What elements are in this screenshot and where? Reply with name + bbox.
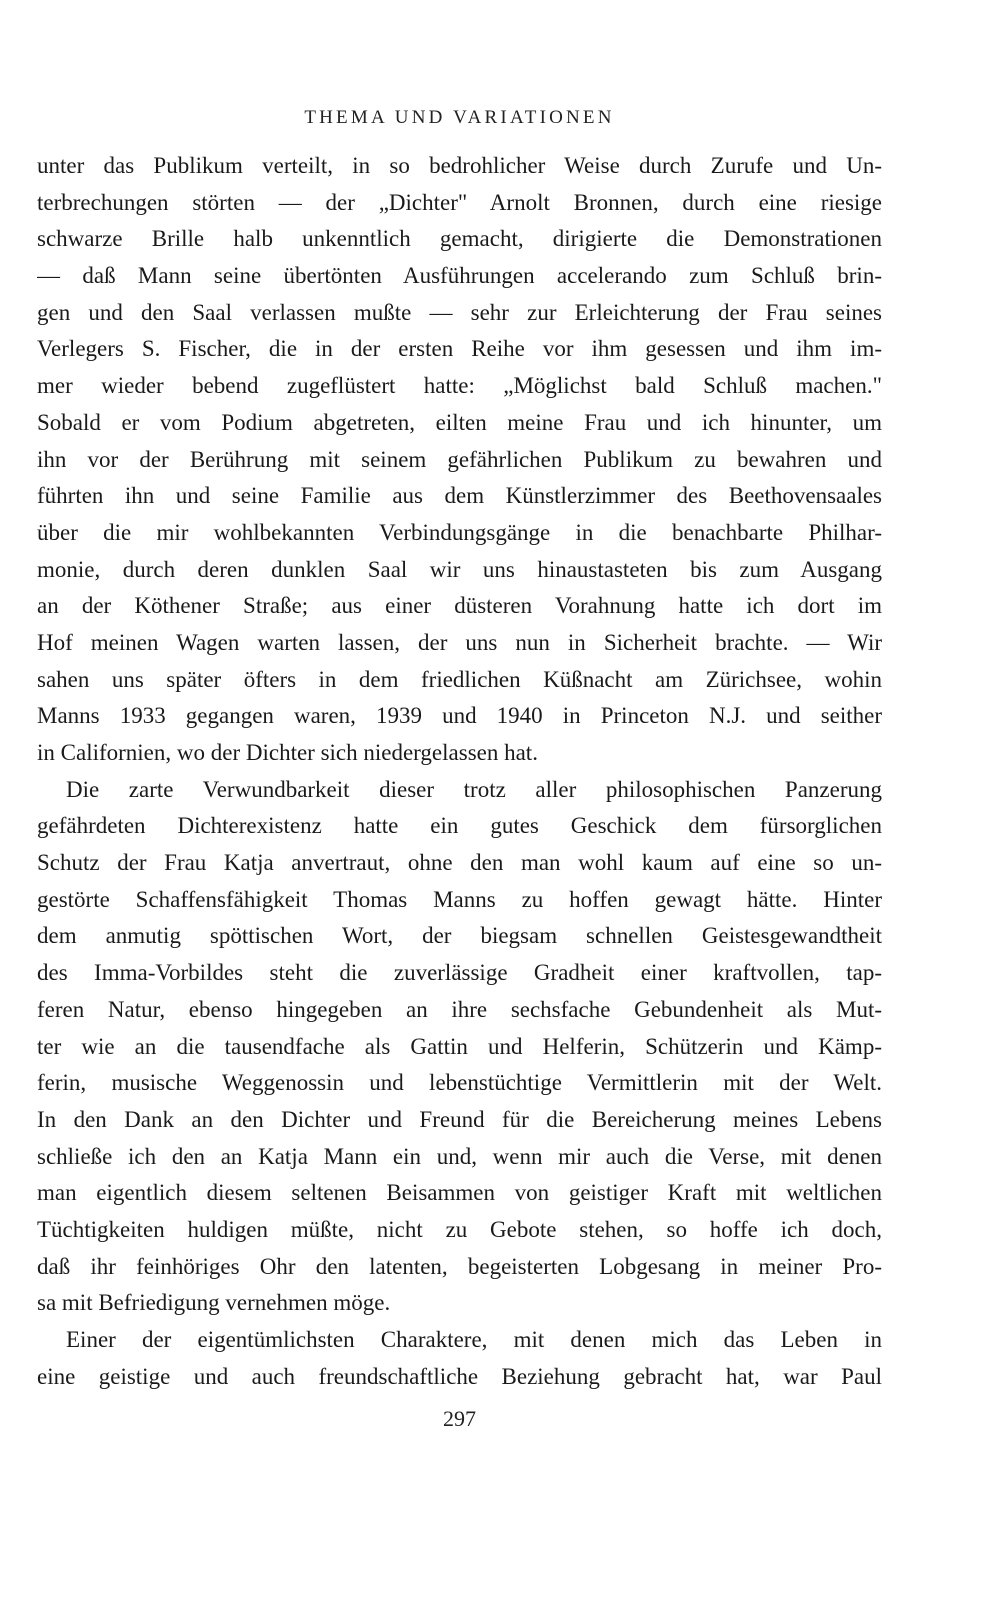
text-line: dem anmutig spöttischen Wort, der biegsam schnellen Geistesgewandtheit [37, 923, 882, 949]
page-number: 297 [443, 1406, 476, 1431]
text-line: ihn vor der Berührung mit seinem gefährlichen Publikum zu bewahren und [37, 446, 882, 472]
text-line: Hof meinen Wagen warten lassen, der uns nun in Sicherheit brachte. — Wir [37, 629, 882, 655]
text-line: an der Köthener Straße; aus einer düsteren Vorahnung hatte ich dort im [37, 593, 882, 619]
text-line: des Imma-Vorbildes steht die zuverlässige Gradheit einer kraftvollen, tap- [37, 960, 882, 986]
text-line: feren Natur, ebenso hingegeben an ihre sechsfache Gebundenheit als Mut- [37, 996, 882, 1022]
text-line: Schutz der Frau Katja anvertraut, ohne den man wohl kaum auf eine so un- [37, 850, 882, 876]
text-line: gefährdeten Dichterexistenz hatte ein gutes Geschick dem fürsorglichen [37, 813, 882, 839]
text-line: unter das Publikum verteilt, in so bedrohlicher Weise durch Zurufe und Un- [37, 153, 882, 178]
text-line: ferin, musische Weggenossin und lebenstüchtige Vermittlerin mit der Welt. [37, 1070, 882, 1096]
text-line: über die mir wohlbekannten Verbindungsgänge in die benachbarte Philhar- [37, 519, 882, 545]
text-line: Verlegers S. Fischer, die in der ersten Reihe vor ihm gesessen und ihm im- [37, 336, 882, 362]
text-line: Tüchtigkeiten huldigen müßte, nicht zu Gebote stehen, so hoffe ich doch, [37, 1216, 882, 1242]
text-line: schließe ich den an Katja Mann ein und, wenn mir auch die Verse, mit denen [37, 1143, 882, 1169]
text-line: gen und den Saal verlassen mußte — sehr zur Erleichterung der Frau seines [37, 299, 882, 325]
text-line: sahen uns später öfters in dem friedlichen Küßnacht am Zürichsee, wohin [37, 666, 882, 692]
text-line: sa mit Befriedigung vernehmen möge. [37, 1290, 391, 1316]
text-line: Sobald er vom Podium abgetreten, eilten meine Frau und ich hinunter, um [37, 409, 882, 435]
text-line: mer wieder bebend zugeflüstert hatte: „Möglichst bald Schluß machen." [37, 373, 882, 399]
text-line: gestörte Schaffensfähigkeit Thomas Manns zu hoffen gewagt hätte. Hinter [37, 886, 882, 912]
text-line: man eigentlich diesem seltenen Beisammen von geistiger Kraft mit weltlichen [37, 1180, 882, 1206]
text-line: Manns 1933 gegangen waren, 1939 und 1940 in Princeton N.J. und seither [37, 703, 882, 729]
text-line: ter wie an die tausendfache als Gattin und Helferin, Schützerin und Kämp- [37, 1033, 882, 1059]
text-line: führten ihn und seine Familie aus dem Künstlerzimmer des Beethovensaales [37, 483, 882, 509]
text-line: Die zarte Verwundbarkeit dieser trotz aller philosophischen Panzerung [66, 776, 882, 802]
text-line: schwarze Brille halb unkenntlich gemacht, dirigierte die Demonstrationen [37, 226, 882, 252]
text-line: In den Dank an den Dichter und Freund für die Bereicherung meines Lebens [37, 1106, 882, 1132]
text-line: monie, durch deren dunklen Saal wir uns hinaustasteten bis zum Ausgang [37, 556, 882, 582]
text-line: — daß Mann seine übertönten Ausführungen accelerando zum Schluß brin- [37, 263, 882, 289]
text-line: eine geistige und auch freundschaftliche Beziehung gebracht hat, war Paul [37, 1363, 882, 1389]
text-line: daß ihr feinhöriges Ohr den latenten, begeisterten Lobgesang in meiner Pro- [37, 1253, 882, 1279]
text-line: Einer der eigentümlichsten Charaktere, mit denen mich das Leben in [66, 1327, 882, 1352]
text-line: in Californien, wo der Dichter sich niedergelassen hat. [37, 740, 538, 765]
text-line: terbrechungen störten — der „Dichter" Arnolt Bronnen, durch eine riesige [37, 189, 882, 215]
running-head: THEMA UND VARIATIONEN [304, 107, 615, 128]
body-text [37, 148, 882, 1395]
